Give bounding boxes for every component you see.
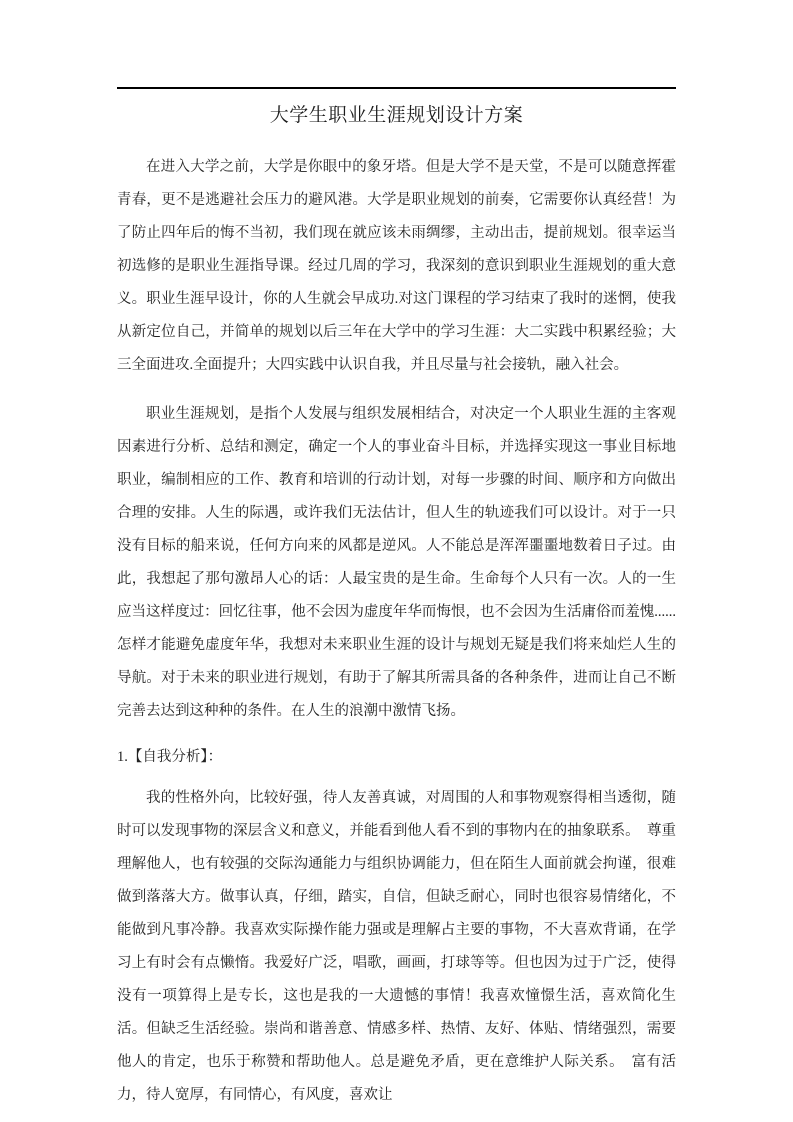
section-heading-self-analysis: 1.【自我分析】： [117, 749, 223, 765]
intro-paragraph-1: 在进入大学之前，大学是你眼中的象牙塔。但是大学不是天堂，不是可以随意挥霍青春，更不是逃避社会压力的避风港。大学是职业规划的前奏，它需要你认真经营！为了防止四年后的悔不当初，我们现在就应该未雨绸缪，主动出击，提前规划。很幸运当初选修的是职业生涯指导课。经过几周的学习，我深刻的意识到职业生涯规划的重大意义。职业生涯早设计，你的人生就会早成功.对这门课程的学习结束了我时的迷惘，使我从新定位自己，并简单的规划以后三年在大学中的学习生涯：大二实践中积累经验；大三全面进攻.全面提升；大四实践中认识自我，并且尽量与社会接轨，融入社会。 [117, 159, 676, 373]
header-rule [117, 87, 676, 89]
document-content [117, 0, 676, 1122]
document-title: 大学生职业生涯规划设计方案 [269, 105, 524, 126]
self-analysis-paragraph: 我的性格外向，比较好强，待人友善真诚，对周围的人和事物观察得相当透彻，随时可以发现事物的深层含义和意义，并能看到他人看不到的事物内在的抽象联系。 尊重理解他人，也有较强的交际沟通能力与组织协调能力，但在陌生人面前就会拘谨，很难做到落落大方。做事认真，仔细，踏实，自信，但缺乏耐心，同时也很容易情绪化，不能做到凡事冷静。我喜欢实际操作能力强或是理解占主要的事物，不大喜欢背诵，在学习上有时会有点懒惰。我爱好广泛，唱歌，画画，打球等等。但也因为过于广泛，使得没有一项算得上是专长，这也是我的一大遗憾的事情！我喜欢憧憬生活，喜欢简化生活。但缺乏生活经验。崇尚和谐善意、情感多样、热情、友好、体贴、情绪强烈，需要他人的肯定，也乐于称赞和帮助他人。总是避免矛盾，更在意维护人际关系。 富有活力，待人宽厚，有同情心，有风度，喜欢让 [117, 790, 676, 1103]
intro-paragraph-2: 职业生涯规划，是指个人发展与组织发展相结合，对决定一个人职业生涯的主客观因素进行分析、总结和测定，确定一个人的事业奋斗目标，并选择实现这一事业目标地职业，编制相应的工作、教育和培训的行动计划，对每一步骤的时间、顺序和方向做出合理的安排。人生的际遇，或许我们无法估计，但人生的轨迹我们可以设计。对于一只没有目标的船来说，任何方向来的风都是逆风。人不能总是浑浑噩噩地数着日子过。由此，我想起了那句激昂人心的话：人最宝贵的是生命。生命每个人只有一次。人的一生应当这样度过：回忆往事，他不会因为虚度年华而悔恨，也不会因为生活庸俗而羞愧......怎样才能避免虚度年华，我想对未来职业生涯的设计与规划无疑是我们将来灿烂人生的导航。对于未来的职业进行规划，有助于了解其所需具备的各种条件，进而让自己不断完善去达到这种种的条件。在人生的浪潮中激情飞扬。 [117, 406, 676, 719]
